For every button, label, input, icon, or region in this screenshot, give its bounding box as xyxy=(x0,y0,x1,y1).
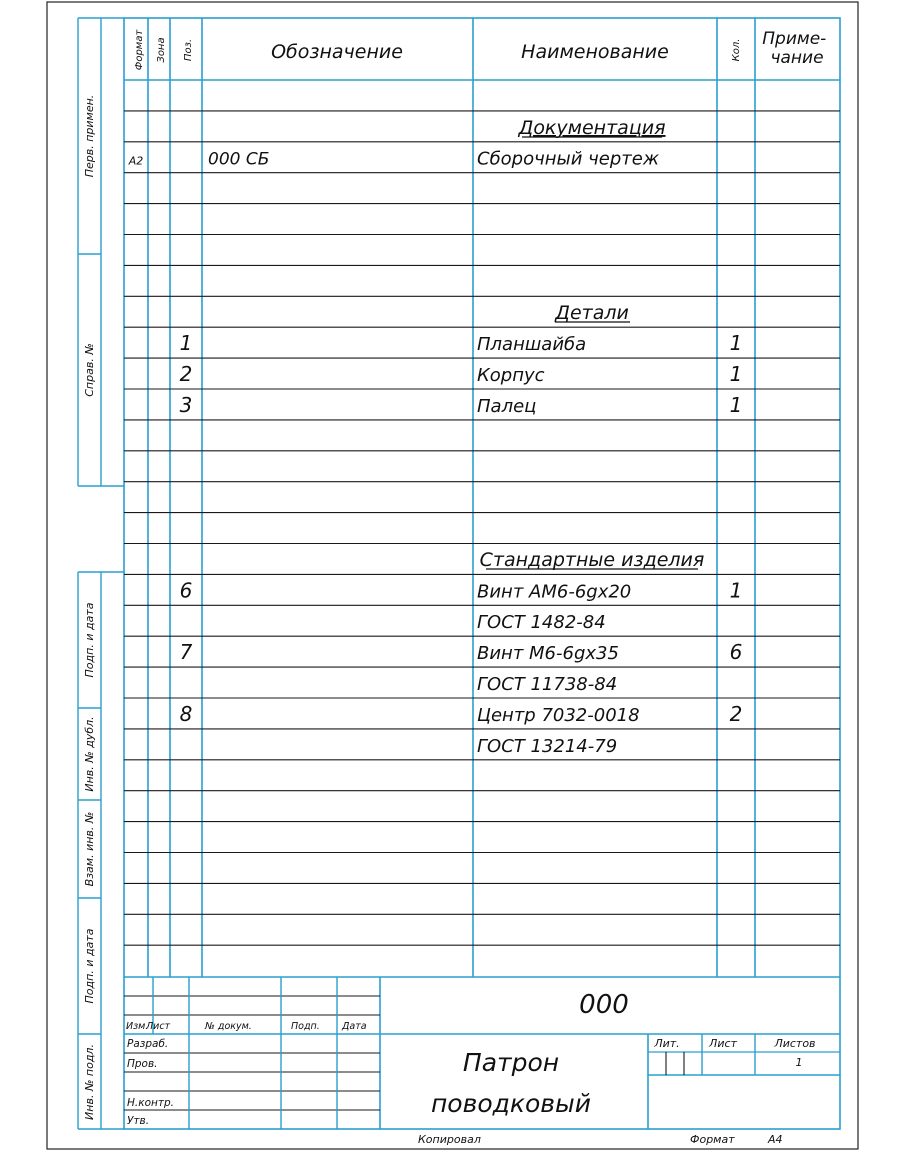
row-name: Планшайба xyxy=(477,334,587,356)
row-pos: 7 xyxy=(179,640,193,665)
section-parts: Детали xyxy=(555,302,629,324)
section-documentation: Документация xyxy=(518,117,666,139)
row-pos: 8 xyxy=(179,701,193,726)
side-label-ref-no: Справ. № xyxy=(83,343,96,397)
row-qty: 1 xyxy=(729,578,743,603)
row-pos: 6 xyxy=(179,578,193,603)
side-label-orig-inv: Инв. № подл. xyxy=(83,1044,96,1120)
tb-role-norm-control: Н.контр. xyxy=(127,1097,174,1109)
header-note: Приме- чание xyxy=(762,29,827,68)
header-name: Наименование xyxy=(521,41,669,63)
row-qty: 6 xyxy=(729,640,743,665)
row-name: Винт М6-6gx35 xyxy=(477,643,619,665)
header-qty: Кол. xyxy=(731,38,742,62)
header-format: Формат xyxy=(134,29,145,71)
row-qty: 1 xyxy=(729,331,743,356)
header-pos: Поз. xyxy=(183,38,194,62)
tb-sheets-value: 1 xyxy=(795,1056,803,1069)
row-qty: 1 xyxy=(729,392,743,417)
row-name: Винт АМ6-6gx20 xyxy=(477,581,632,603)
row-pos: 1 xyxy=(179,331,193,356)
tb-col-docno: № докум. xyxy=(205,1021,252,1032)
tb-sheet: Лист xyxy=(709,1037,737,1050)
tb-col-date: Дата xyxy=(342,1021,367,1032)
tb-role-developer: Разраб. xyxy=(127,1038,169,1050)
side-label-replace-inv: Взам. инв. № xyxy=(83,811,96,887)
row-name: Центр 7032-0018 xyxy=(477,704,640,726)
footer-copied: Копировал xyxy=(418,1133,481,1146)
row-name: Палец xyxy=(477,395,537,417)
row-name: ГОСТ 11738-84 xyxy=(477,674,618,695)
header-zone: Зона xyxy=(156,37,167,63)
drawing-frame xyxy=(124,18,840,1129)
row-name: ГОСТ 1482-84 xyxy=(477,612,606,634)
tb-sheets: Листов xyxy=(774,1037,816,1050)
row-name: ГОСТ 13214-79 xyxy=(477,735,618,757)
spec-rows xyxy=(128,149,743,757)
product-name-line2: поводковый xyxy=(430,1089,592,1118)
tb-col-sheet: Лист xyxy=(146,1021,171,1032)
section-standard: Стандартные изделия xyxy=(479,549,705,571)
doc-code: 000 xyxy=(579,990,629,1020)
tb-role-checker: Пров. xyxy=(127,1058,158,1070)
row-qty: 2 xyxy=(729,701,743,726)
row-designation: 000 СБ xyxy=(208,149,270,170)
product-name-line1: Патрон xyxy=(462,1048,560,1077)
header-designation: Обозначение xyxy=(271,41,403,63)
tb-role-approved: Утв. xyxy=(127,1115,150,1127)
row-qty: 1 xyxy=(729,362,743,386)
side-label-first-use: Перв. примен. xyxy=(83,94,96,178)
tb-col-change: Изм. xyxy=(126,1021,149,1032)
row-pos: 3 xyxy=(179,392,193,417)
row-name: Сборочный чертеж xyxy=(477,148,660,170)
footer-format-value: А4 xyxy=(768,1133,783,1146)
tb-lit: Лит. xyxy=(654,1037,680,1050)
row-name: Корпус xyxy=(477,365,545,386)
row-format: А2 xyxy=(128,154,144,168)
side-label-sign-date-2: Подп. и дата xyxy=(83,928,96,1004)
footer-format-label: Формат xyxy=(690,1133,735,1146)
side-label-sign-date-1: Подп. и дата xyxy=(83,602,96,678)
tb-col-sign: Подп. xyxy=(291,1021,320,1032)
side-label-dup-inv: Инв. № дубл. xyxy=(83,716,96,792)
row-pos: 2 xyxy=(179,362,193,386)
